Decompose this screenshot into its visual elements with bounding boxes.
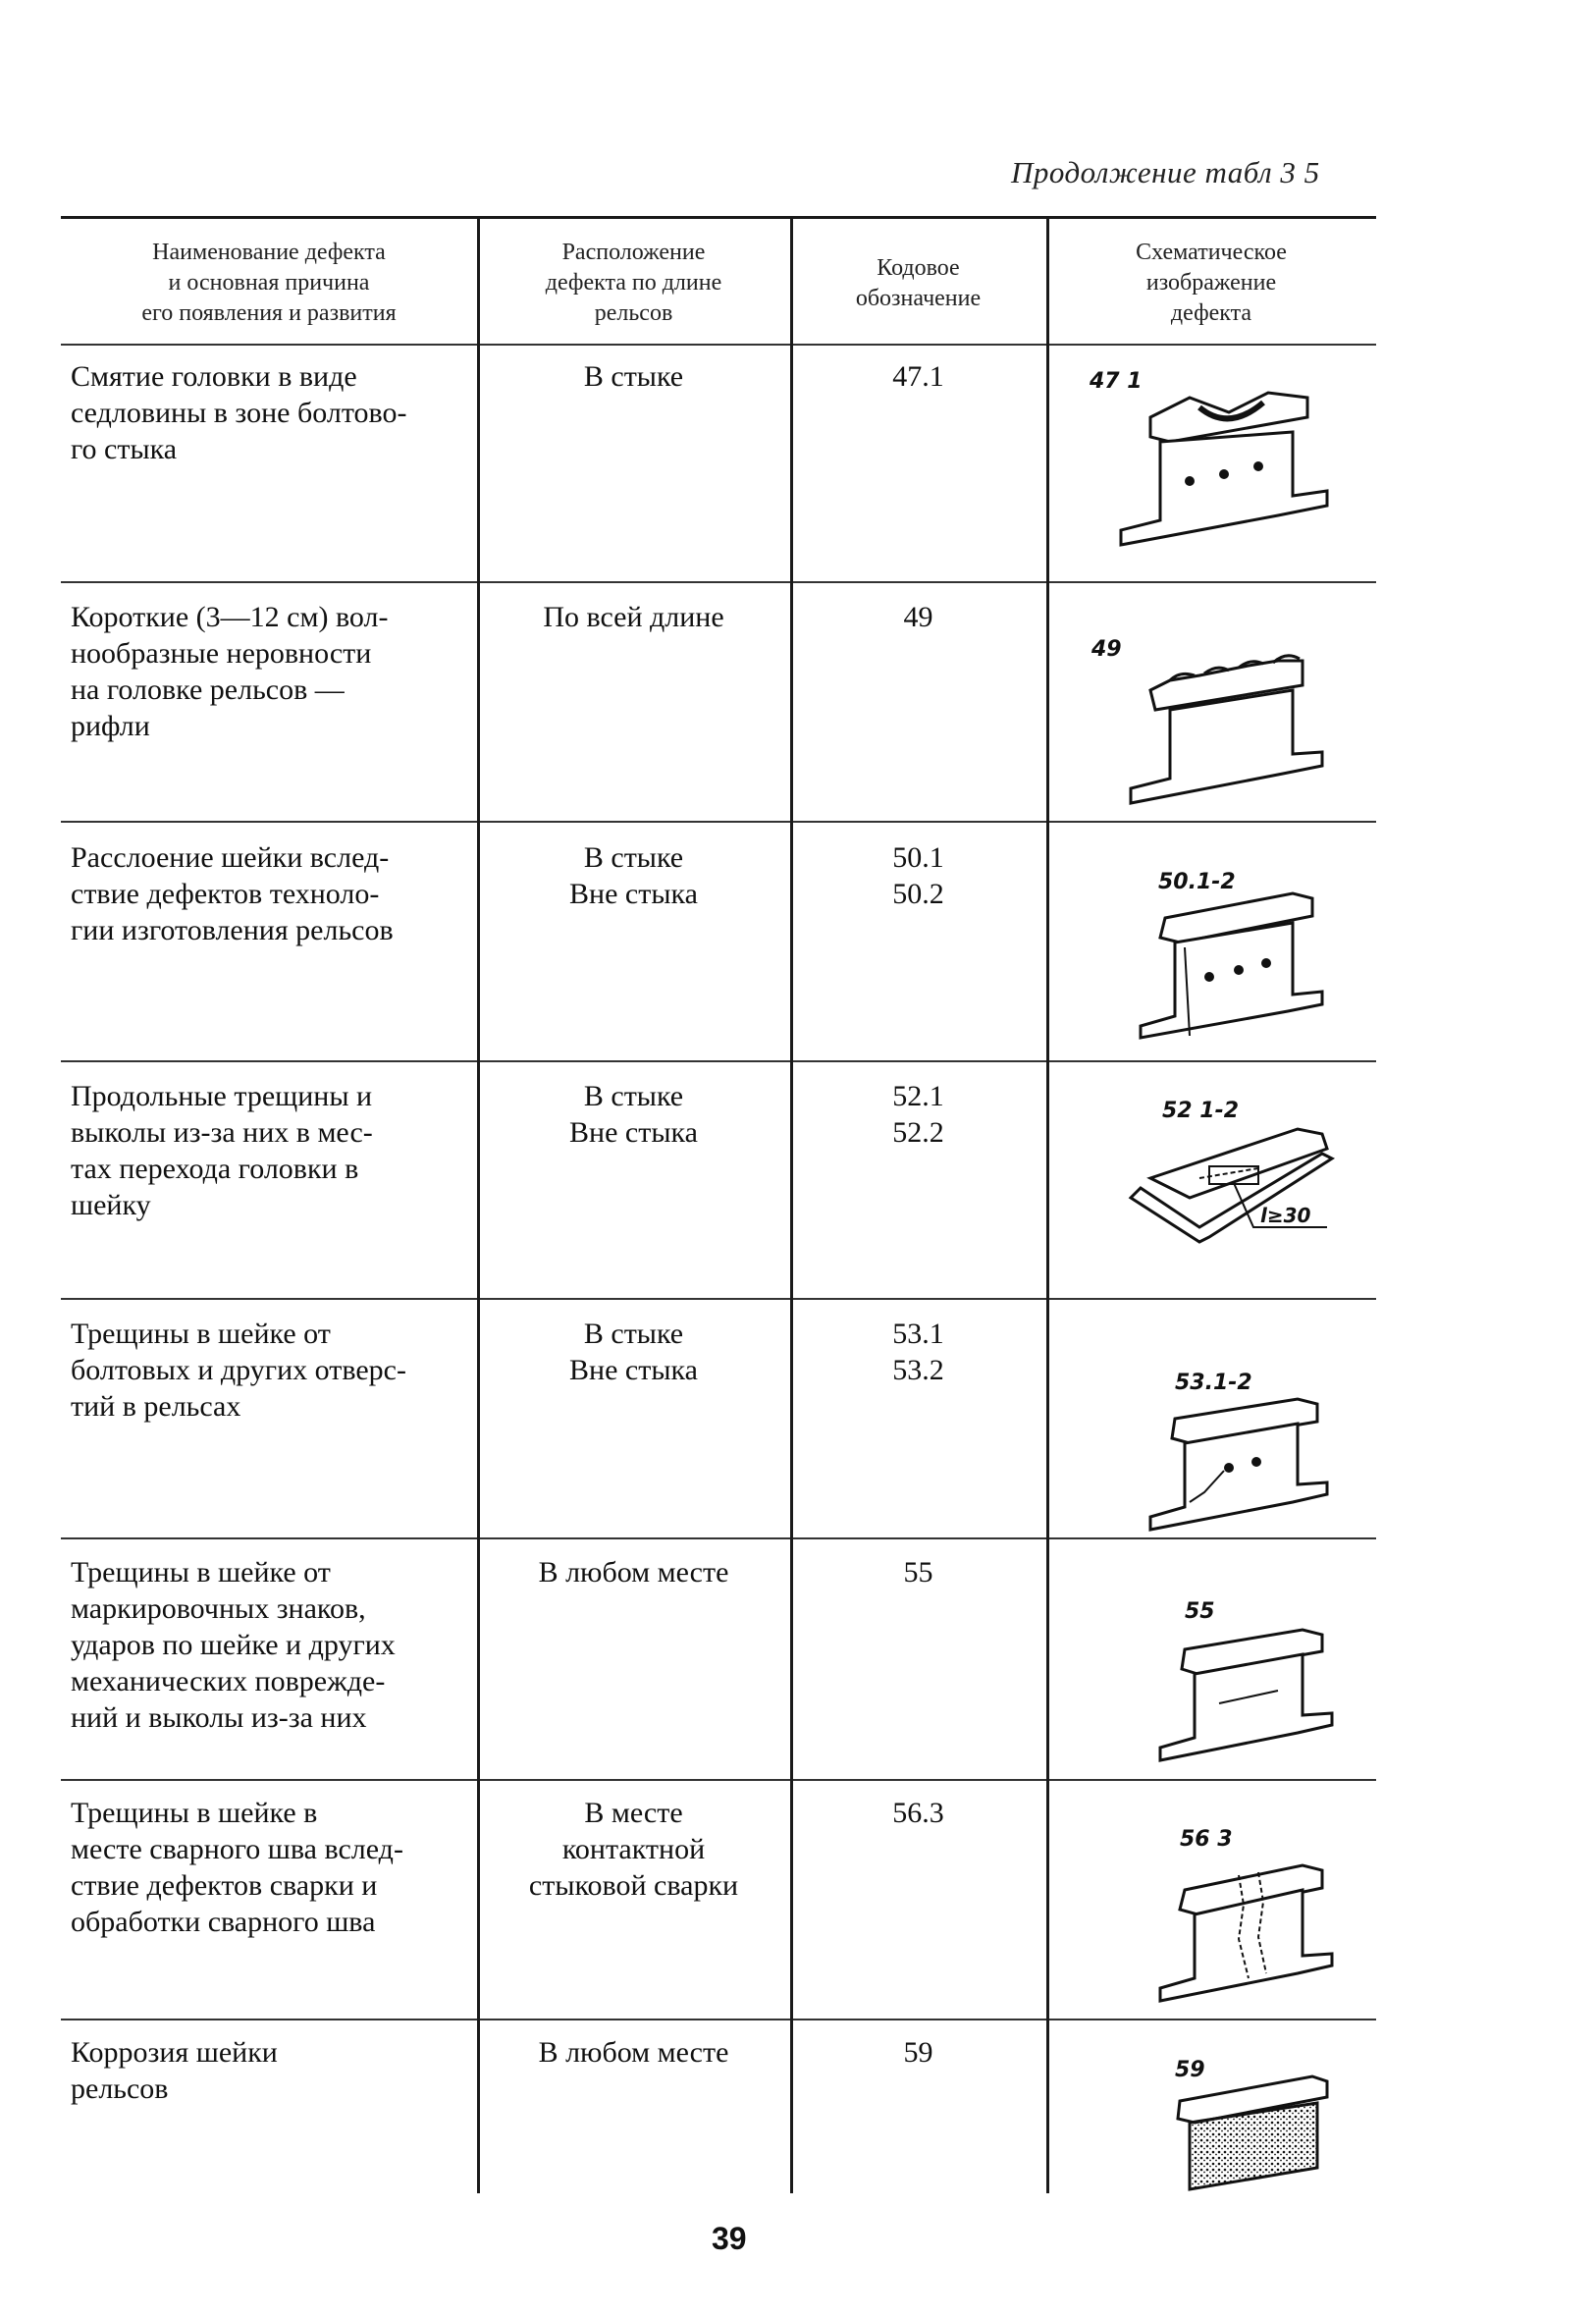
svg-text:l≥30: l≥30: [1260, 1204, 1311, 1227]
defect-code: 59: [903, 2036, 933, 2069]
defect-name: Трещины в шейке от маркировочных знаков, ударов по шейке и других механических поврежде- ний и выколы из-за них: [71, 1556, 396, 1734]
rail-corrugation-icon: [1082, 626, 1376, 823]
defect-name: Расслоение шейки вслед- ствие дефектов техноло- гии изготовления рельсов: [71, 841, 394, 946]
defect-name: Трещины в шейке от болтовых и других отверс- тий в рельсах: [71, 1318, 406, 1423]
defect-location: В месте контактной стыковой сварки: [528, 1797, 739, 1902]
svg-text:56 3: 56 3: [1180, 1827, 1233, 1852]
defect-location: В стыке Вне стыка: [569, 1318, 698, 1386]
svg-text:55: 55: [1185, 1599, 1215, 1624]
header-code: Кодовое обозначение: [855, 255, 982, 311]
rail-weld-crack-icon: [1082, 1811, 1376, 2018]
svg-text:49: 49: [1091, 637, 1122, 662]
defect-location: В стыке: [583, 360, 684, 393]
defect-location: В любом месте: [538, 2036, 729, 2069]
defect-name: Продольные трещины и выколы из-за них в мес- тах перехода головки в шейку: [71, 1080, 373, 1221]
defects-table: [61, 216, 1376, 2193]
defect-location: В стыке Вне стыка: [569, 841, 698, 910]
rail-longitudinal-crack-icon: [1082, 1080, 1376, 1276]
defect-code: 47.1: [892, 360, 944, 393]
svg-text:52 1-2: 52 1-2: [1162, 1099, 1240, 1123]
defect-code: 52.1 52.2: [892, 1080, 944, 1149]
rail-corrosion-icon: [1082, 2032, 1376, 2199]
svg-text:59: 59: [1175, 2058, 1205, 2082]
svg-text:50.1-2: 50.1-2: [1158, 870, 1236, 894]
defect-code: 56.3: [892, 1797, 944, 1829]
page-number: 39: [712, 2221, 747, 2256]
defect-location: В любом месте: [538, 1556, 729, 1589]
header-diagram: Схематическое изображение дефекта: [1136, 240, 1287, 326]
defect-name: Трещины в шейке в месте сварного шва вслед- ствие дефектов сварки и обработки сварного шва: [71, 1797, 403, 1938]
defect-code: 49: [903, 601, 933, 633]
defect-location: В стыке Вне стыка: [569, 1080, 698, 1149]
continuation-label: Продолжение табл 3 5: [1011, 155, 1320, 189]
rail-web-crack-icon: [1082, 1581, 1376, 1777]
defect-name: Смятие головки в виде седловины в зоне болтово- го стыка: [71, 360, 407, 465]
defect-code: 55: [903, 1556, 933, 1589]
rail-web-split-icon: [1082, 849, 1376, 1055]
svg-text:53.1-2: 53.1-2: [1175, 1371, 1252, 1395]
defect-name: Короткие (3—12 см) вол- нообразные неровности на головке рельсов — рифли: [71, 601, 389, 742]
defect-name: Коррозия шейки рельсов: [71, 2036, 278, 2105]
defect-code: 53.1 53.2: [892, 1318, 944, 1386]
header-location: Расположение дефекта по длине рельсов: [545, 240, 722, 326]
svg-text:47 1: 47 1: [1090, 369, 1143, 394]
header-name: Наименование дефекта и основная причина его появления и развития: [141, 240, 397, 326]
rail-saddle-icon: [1082, 358, 1376, 569]
rail-bolt-hole-crack-icon: [1082, 1345, 1376, 1541]
defect-location: По всей длине: [543, 601, 724, 633]
defect-code: 50.1 50.2: [892, 841, 944, 910]
